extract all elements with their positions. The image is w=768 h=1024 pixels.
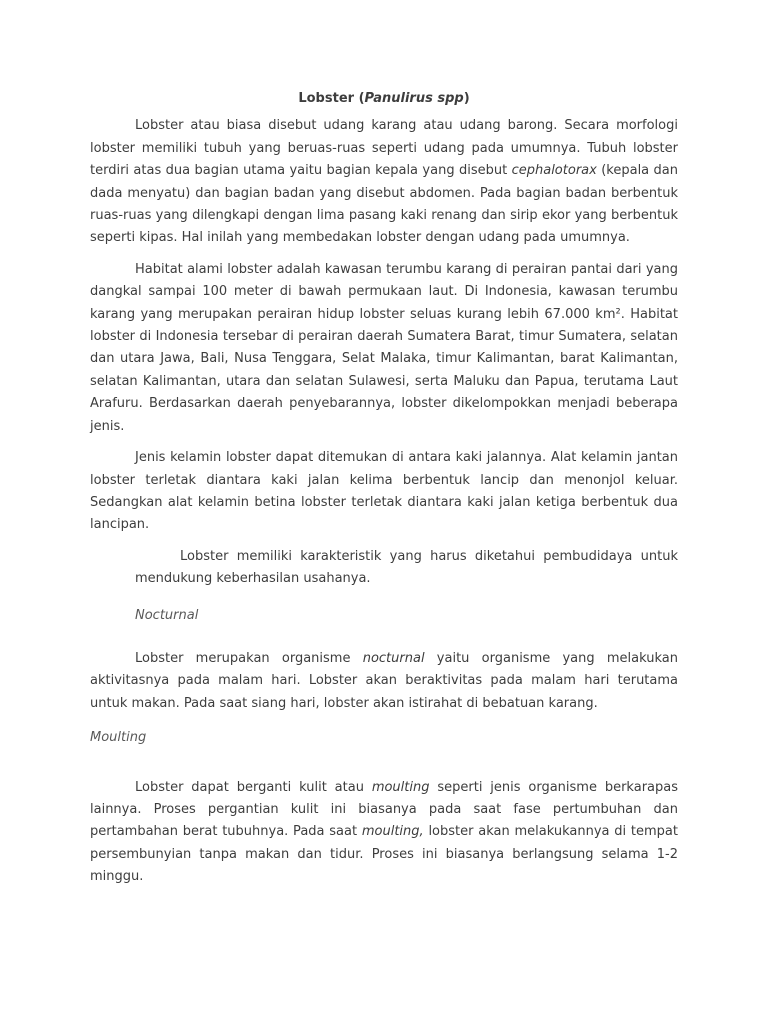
paragraph-nocturnal — [90, 648, 678, 715]
italic-term: moulting, — [361, 824, 424, 840]
heading-moulting: Moulting — [90, 730, 147, 746]
paragraph-characteristics: Lobster memiliki karakteristik yang harus diketahui pembudidaya untuk mendukung keberhasilan usahanya. — [135, 548, 678, 587]
paragraph-text: (kepala dan dada menyatu) dan bagian badan yang disebut abdomen. Pada bagian badan berbentuk ruas-ruas yang dilengkapi dengan lima pasang kaki renang dan sirip ekor yang berbentuk seperti kipas. Hal inilah yang membedakan lobster dengan udang pada umumnya. — [90, 163, 679, 246]
paragraph-habitat: Habitat alami lobster adalah kawasan terumbu karang di perairan pantai dari yang dangkal sampai 100 meter di bawah permukaan laut. Di Indonesia, kawasan terumbu karang yang merupakan perairan hidup lobster seluas kurang lebih 67.000 km². Habitat lobster di Indonesia tersebar di perairan daerah Sumatera Barat, timur Sumatera, selatan dan utara Jawa, Bali, Nusa Tenggara, Selat Malaka, timur Kalimantan, barat Kalimantan, selatan Kalimantan, utara dan selatan Sulawesi, serta Maluku dan Papua, terutama Laut Arafuru. Berdasarkan daerah penyebarannya, lobster dikelompokkan menjadi beberapa jenis. — [90, 261, 678, 434]
paragraph-text: Lobster dapat berganti kulit atau — [135, 779, 372, 795]
paragraph-sex-organs: Jenis kelamin lobster dapat ditemukan di antara kaki jalannya. Alat kelamin jantan lobster terletak diantara kaki jalan kelima berbentuk lancip dan menonjol keluar. Sedangkan alat kelamin betina lobster terletak diantara kaki jalan ketiga berbentuk dua lancipan. — [90, 450, 678, 533]
paragraph-text: lobster akan melakukannya di tempat persembunyian tanpa makan dan tidur. Proses ini biasanya berlangsung selama 1-2 minggu. — [90, 824, 678, 885]
paragraph-moulting — [90, 777, 678, 889]
paragraph-morphology — [90, 115, 678, 249]
paragraph-text: yaitu organisme yang melakukan aktivitasnya pada malam hari. Lobster akan beraktivitas pada malam hari terutama untuk makan. Pada saat siang hari, lobster akan istirahat di bebatuan karang. — [90, 650, 678, 711]
document-title — [90, 88, 678, 110]
title-close-paren: ) — [463, 91, 470, 106]
italic-term: moulting — [371, 779, 430, 795]
paragraph-text: Lobster atau biasa disebut udang karang atau udang barong. Secara morfologi lobster memiliki tubuh yang beruas-ruas seperti udang pada umumnya. Tubuh lobster terdiri atas dua bagian utama yaitu bagian kepala yang disebut — [90, 118, 678, 179]
paragraph-text: Lobster merupakan organisme — [135, 650, 363, 666]
document-page — [90, 88, 678, 898]
italic-term: nocturnal — [362, 650, 425, 666]
heading-nocturnal: Nocturnal — [135, 607, 199, 623]
title-scientific-name: Panulirus spp — [364, 91, 464, 106]
title-text: Lobster ( — [298, 91, 365, 106]
italic-term: cephalotorax — [511, 163, 597, 179]
paragraph-text: seperti jenis organisme berkarapas lainnya. Proses pergantian kulit ini biasanya pada saat fase pertumbuhan dan pertambahan berat tubuhnya. Pada saat — [90, 779, 679, 840]
